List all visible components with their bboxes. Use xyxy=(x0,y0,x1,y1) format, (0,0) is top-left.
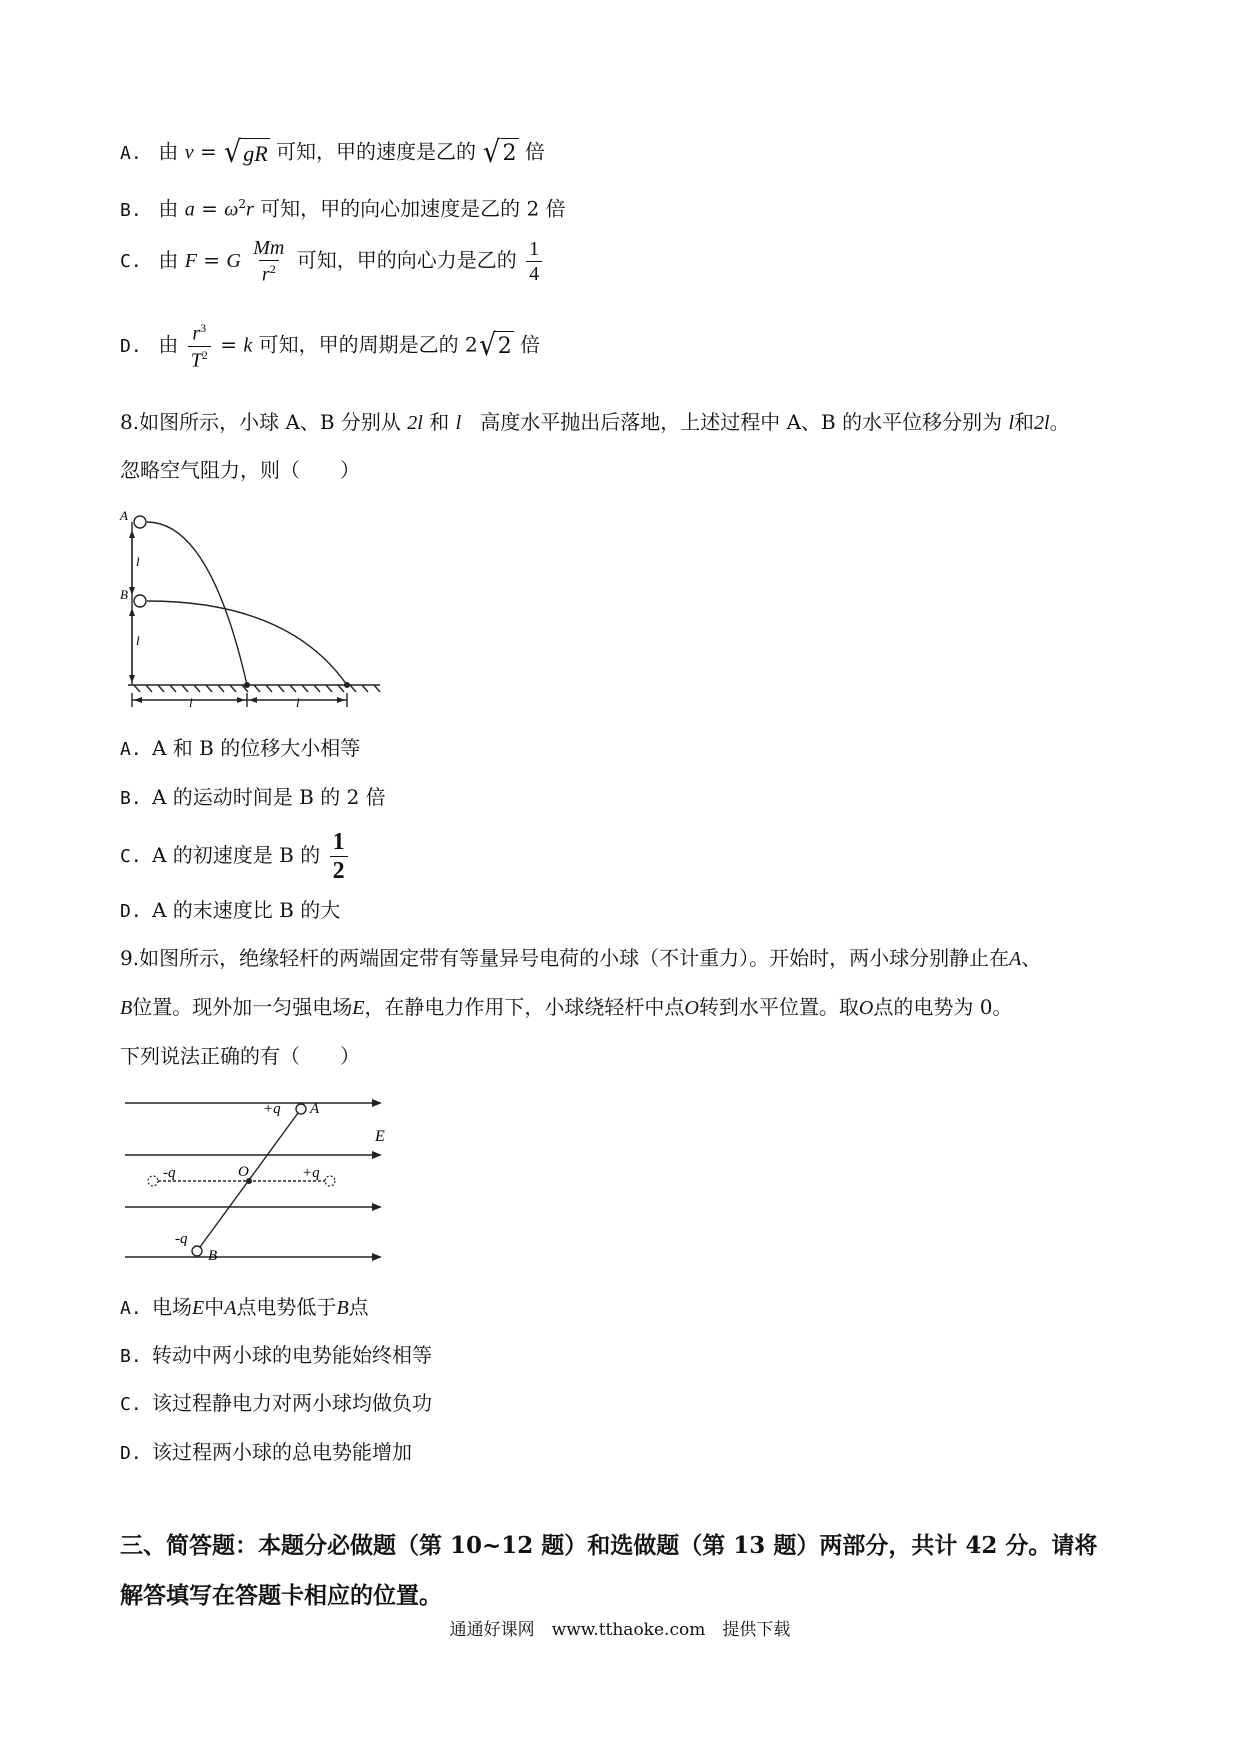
q7-option-a: A. 由 v = √ gR 可知，甲的速度是乙的 √ 2 倍 xyxy=(120,135,545,170)
section-3-heading-line-2: 解答填写在答题卡相应的位置。 xyxy=(120,1582,442,1609)
q9-option-c: C. 该过程静电力对两小球均做负功 xyxy=(120,1391,432,1415)
ground-hatching xyxy=(134,685,380,692)
label-l-right: l xyxy=(296,695,300,710)
q9-stem-line-2: B位置。现外加一匀强电场E，在静电力作用下，小球绕轻杆中点O转到水平位置。取O点的电势为 0。 xyxy=(120,995,1013,1019)
trajectory-b xyxy=(147,601,347,685)
landing-b xyxy=(344,682,350,688)
label-plus-q-right: +q xyxy=(302,1165,320,1181)
option-text: 由 xyxy=(158,139,179,164)
label-e: E xyxy=(375,1128,385,1145)
q9-option-b: B. 转动中两小球的电势能始终相等 xyxy=(120,1343,432,1367)
label-l-left: l xyxy=(189,695,193,710)
q7-option-b: B. 由 $a = \omega^2r$ 可知，甲的向心加速度是乙的 2 倍 xyxy=(120,196,566,221)
fraction-1-4: $\frac{1}{4}$ xyxy=(526,239,542,284)
label-a: A xyxy=(310,1101,320,1117)
ball-a xyxy=(134,516,146,528)
ball-left-dashed xyxy=(148,1176,158,1186)
arrowheads xyxy=(129,530,345,703)
sqrt-gR: √ gR xyxy=(224,135,268,170)
q9-option-a: A. 电场E中A点电势低于B点 xyxy=(120,1295,369,1319)
page-footer: 通通好课网 www.tthaoke.com 提供下载 xyxy=(449,1620,791,1640)
q9-stem-line-3: 下列说法正确的有（ ） xyxy=(120,1044,360,1068)
q8-stem-line-1: 8.如图所示，小球 A、B 分别从 2l 和 l 高度水平抛出后落地，上述过程中 A、B 的水平位移分别为 l和2l。 xyxy=(120,410,1070,434)
fraction-r3-T2: $\frac{r^3}{T^2}$ xyxy=(188,322,211,370)
section-3-heading-line-1: 三、简答题：本题分必做题（第 10~12 题）和选做题（第 13 题）两部分，共计 42 分。请将 xyxy=(120,1532,1098,1559)
sqrt-2: √ 2 xyxy=(478,328,512,364)
label-b: B xyxy=(120,587,128,602)
q7-option-d: D. 由 $\frac{r^3}{T^2}$ = k 可知，甲的周期是乙的 2 √ 2 倍 xyxy=(120,321,541,372)
fraction-Mm-r2: $\frac{Mm}{r^2}$ xyxy=(253,237,285,286)
q8-projectile-figure xyxy=(118,500,398,715)
q9-stem-line-1: 9.如图所示，绝缘轻杆的两端固定带有等量异号电荷的小球（不计重力）。开始时，两小球分别静止在A、 xyxy=(120,946,1042,970)
fraction-1-2: $\frac{1}{2}$ xyxy=(330,830,348,883)
label-o: O xyxy=(238,1164,249,1180)
q9-electric-field-figure xyxy=(120,1085,410,1270)
label-plus-q-a: +q xyxy=(263,1101,281,1117)
ball-b xyxy=(134,595,146,607)
label-l-lower: l xyxy=(136,633,140,648)
label-minus-q-b: -q xyxy=(175,1231,188,1247)
q8-option-d: D. A 的末速度比 B 的大 xyxy=(120,898,341,922)
label-a: A xyxy=(120,508,128,523)
label-minus-q-left: -q xyxy=(163,1165,176,1181)
label-l-upper: l xyxy=(136,554,140,569)
sqrt-2: √ 2 xyxy=(483,135,517,170)
label-b: B xyxy=(208,1248,218,1264)
ball-a xyxy=(296,1104,306,1114)
q9-option-d: D. 该过程两小球的总电势能增加 xyxy=(120,1440,412,1464)
q8-option-c: C. A 的初速度是 B 的 $\frac{1}{2}$ xyxy=(120,830,351,883)
ball-right-dashed xyxy=(325,1176,335,1186)
q8-option-b: B. A 的运动时间是 B 的 2 倍 xyxy=(120,785,386,809)
field-arrowheads xyxy=(372,1099,382,1261)
q8-option-a: A. A 和 B 的位移大小相等 xyxy=(120,736,361,760)
q7-option-c: C. 由 F = G $\frac{Mm}{r^2}$ 可知，甲的向心力是乙的 $\frac{1}{4}$ xyxy=(120,238,545,285)
q8-stem-line-2: 忽略空气阻力，则（ ） xyxy=(120,458,360,482)
landing-a xyxy=(244,682,250,688)
ball-b xyxy=(192,1246,202,1256)
